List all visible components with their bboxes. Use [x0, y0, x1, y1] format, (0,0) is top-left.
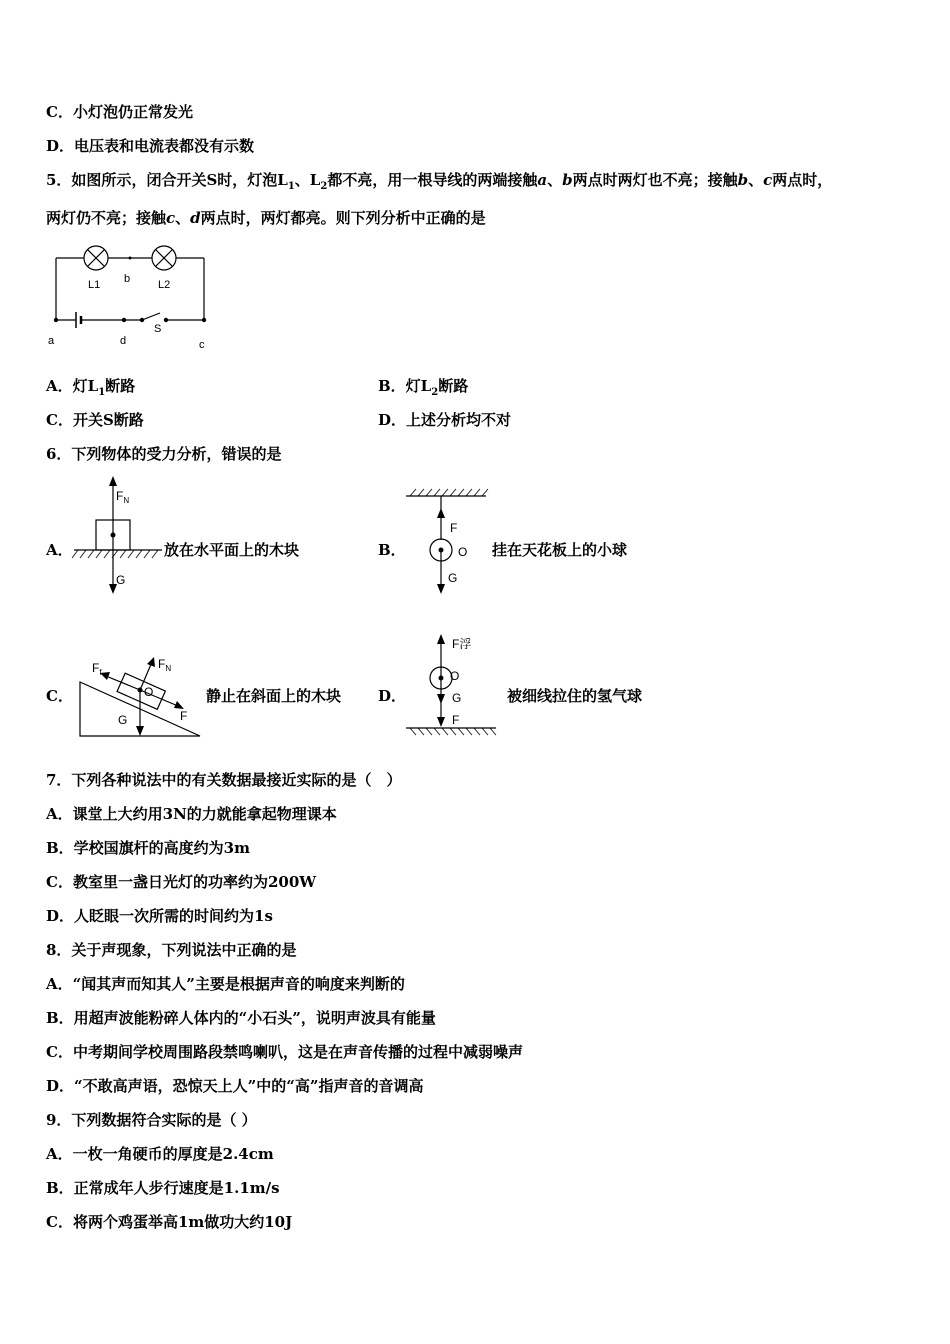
svg-text:O: O	[450, 669, 460, 683]
q9-option-b: B．正常成年人步行速度是1.1m/s	[46, 1179, 280, 1197]
svg-text:F: F	[180, 709, 188, 723]
q6-b-diagram	[400, 488, 495, 598]
q9-stem: 9．下列数据符合实际的是（ ）	[46, 1111, 257, 1129]
q5-stem-line2: 两灯仍不亮；接触c、d两点时，两灯都亮。则下列分析中正确的是	[46, 209, 486, 227]
q6-a-caption: 放在水平面上的木块	[164, 541, 300, 559]
q6-d-caption: 被细线拉住的氢气球	[507, 687, 643, 705]
q5-option-b: B．灯$L_2$断路	[378, 377, 469, 398]
q5-stem-line1: 5．如图所示，闭合开关S时，灯泡$L_1$、$L_2$都不亮，用一根导线的两端接触a、b两点时两灯也不亮；接触b、c两点时，	[46, 171, 833, 192]
q7-option-a: A．课堂上大约用3N的力就能拿起物理课本	[46, 805, 337, 823]
svg-text:Ff: $F_f$	[92, 661, 102, 677]
label-c: c	[199, 339, 205, 351]
svg-text:O: O	[458, 545, 468, 559]
q6-c-caption: 静止在斜面上的木块	[206, 687, 342, 705]
q7-stem: 7．下列各种说法中的有关数据最接近实际的是（ ）	[46, 771, 402, 789]
label-l1: L1	[88, 279, 101, 291]
q6-d-letter: D．	[378, 687, 407, 705]
q7-option-b: B．学校国旗杆的高度约为3m	[46, 839, 250, 857]
q5-option-c: C．开关S断路	[46, 411, 144, 429]
svg-text:G: G	[452, 691, 462, 705]
svg-text:FN: $F_N$	[158, 657, 172, 673]
label-s: S	[154, 323, 162, 335]
q8-option-b: B．用超声波能粉碎人体内的“小石头”，说明声波具有能量	[46, 1009, 436, 1027]
label-a: a	[48, 335, 55, 347]
label-b: b	[124, 273, 131, 285]
svg-text:F: F	[450, 521, 458, 535]
q6-a-diagram	[66, 472, 166, 597]
q6-c-diagram	[74, 650, 206, 742]
q8-option-a: A．“闻其声而知其人”主要是根据声音的响度来判断的	[46, 975, 405, 993]
svg-text:G: G	[116, 573, 126, 587]
svg-text:FN: $F_N$	[116, 489, 130, 505]
q6-d-diagram	[400, 630, 505, 740]
label-l2: L2	[158, 279, 171, 291]
q5-option-a: A．灯$L_1$断路	[46, 377, 136, 398]
q8-stem: 8．关于声现象，下列说法中正确的是	[46, 941, 297, 959]
q6-a-letter: A．	[46, 541, 73, 559]
svg-text:F浮: F浮	[452, 637, 472, 651]
q5-option-d: D．上述分析均不对	[378, 411, 512, 429]
q6-stem: 6．下列物体的受力分析，错误的是	[46, 445, 282, 463]
q9-option-a: A．一枚一角硬币的厚度是2.4cm	[46, 1145, 274, 1163]
q4-option-c: C．小灯泡仍正常发光	[46, 103, 193, 121]
q6-c-letter: C．	[46, 687, 73, 705]
svg-text:O: O	[144, 685, 154, 699]
label-d: d	[120, 335, 127, 347]
q7-option-c: C．教室里一盏日光灯的功率约为200W	[46, 873, 317, 891]
q6-b-letter: B．	[378, 541, 406, 559]
q9-option-c: C．将两个鸡蛋举高1m做功大约10J	[46, 1213, 293, 1231]
q8-option-d: D．“不敢高声语，恐惊天上人”中的“高”指声音的音调高	[46, 1077, 424, 1095]
q6-b-caption: 挂在天花板上的小球	[492, 541, 628, 559]
svg-text:G: G	[118, 713, 128, 727]
svg-text:F: F	[452, 713, 460, 727]
q4-option-d: D．电压表和电流表都没有示数	[46, 137, 255, 155]
q7-option-d: D．人眨眼一次所需的时间约为1s	[46, 907, 273, 925]
q5-circuit-diagram	[44, 240, 219, 355]
svg-text:G: G	[448, 571, 458, 585]
q8-option-c: C．中考期间学校周围路段禁鸣喇叭，这是在声音传播的过程中减弱噪声	[46, 1043, 523, 1061]
